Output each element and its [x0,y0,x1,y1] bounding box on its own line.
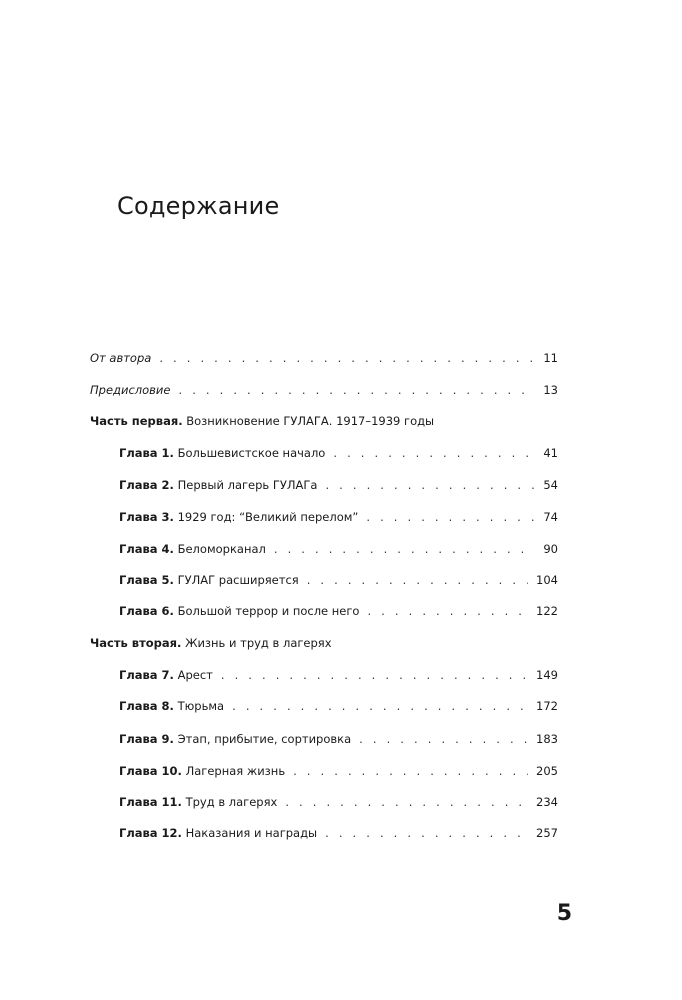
chapter-number: Глава 6. [119,604,174,618]
dot-leader [325,475,535,495]
page-number: 122 [536,604,558,618]
dot-leader [293,761,528,781]
page-number: 90 [543,542,558,556]
dot-leader [359,729,528,749]
page-folio-number: 5 [556,901,572,926]
dot-leader [232,696,528,716]
toc-chapter-entry[interactable] [119,761,558,781]
toc-entry-label: От автора [90,351,152,365]
dot-leader [325,823,528,843]
toc-chapter-entry[interactable] [119,475,558,495]
toc-entry-from-author[interactable] [90,348,558,368]
dot-leader [367,601,528,621]
dot-leader [274,539,535,559]
page-number: 257 [536,826,558,840]
chapter-title: ГУЛАГ расширяется [177,573,299,587]
page-number: 234 [536,795,558,809]
dot-leader [159,348,535,368]
page-number: 183 [536,732,558,746]
toc-entry-preface[interactable] [90,380,558,400]
chapter-title: Тюрьма [177,699,225,713]
toc-chapter-entry[interactable] [119,665,558,685]
page-number: 13 [543,383,558,397]
chapter-title: Лагерная жизнь [185,764,286,778]
dot-leader [221,665,528,685]
toc-chapter-entry[interactable] [119,570,558,590]
page-number: 149 [536,668,558,682]
page-number: 172 [536,699,558,713]
page-number: 74 [543,510,558,524]
chapter-title: Этап, прибытие, сортировка [177,732,352,746]
part-title: Жизнь и труд в лагерях [185,636,332,650]
chapter-number: Глава 5. [119,573,174,587]
chapter-number: Глава 12. [119,826,182,840]
toc-chapter-entry[interactable] [119,792,558,812]
chapter-number: Глава 7. [119,668,174,682]
chapter-number: Глава 2. [119,478,174,492]
chapter-title: Большевистское начало [177,446,326,460]
chapter-number: Глава 4. [119,542,174,556]
page-number: 104 [536,573,558,587]
toc-entry-label: Предисловие [90,383,171,397]
chapter-title: Арест [177,668,213,682]
toc-part-heading[interactable] [90,633,558,653]
chapter-title: 1929 год: “Великий перелом” [177,510,359,524]
chapter-title: Наказания и награды [185,826,318,840]
chapter-title: Беломорканал [177,542,266,556]
chapter-title: Труд в лагерях [185,795,278,809]
chapter-number: Глава 10. [119,764,182,778]
chapter-title: Первый лагерь ГУЛАГа [177,478,318,492]
page-number: 11 [543,351,558,365]
chapter-number: Глава 11. [119,795,182,809]
toc-part-heading[interactable] [90,411,558,431]
toc-chapter-entry[interactable] [119,823,558,843]
toc-chapter-entry[interactable] [119,696,558,716]
page-title: Содержание [117,192,280,220]
chapter-number: Глава 3. [119,510,174,524]
dot-leader [366,507,535,527]
chapter-number: Глава 1. [119,446,174,460]
chapter-number: Глава 9. [119,732,174,746]
dot-leader [333,443,535,463]
part-title: Возникновение ГУЛАГА. 1917–1939 годы [186,414,435,428]
chapter-number: Глава 8. [119,699,174,713]
page-number: 54 [543,478,558,492]
part-prefix: Часть первая. [90,414,183,428]
dot-leader [178,380,535,400]
toc-chapter-entry[interactable] [119,601,558,621]
dot-leader [307,570,528,590]
toc-chapter-entry[interactable] [119,539,558,559]
dot-leader [285,792,528,812]
toc-chapter-entry[interactable] [119,443,558,463]
page-number: 41 [543,446,558,460]
part-prefix: Часть вторая. [90,636,182,650]
toc-chapter-entry[interactable] [119,507,558,527]
page-number: 205 [536,764,558,778]
chapter-title: Большой террор и после него [177,604,360,618]
toc-chapter-entry[interactable] [119,729,558,749]
